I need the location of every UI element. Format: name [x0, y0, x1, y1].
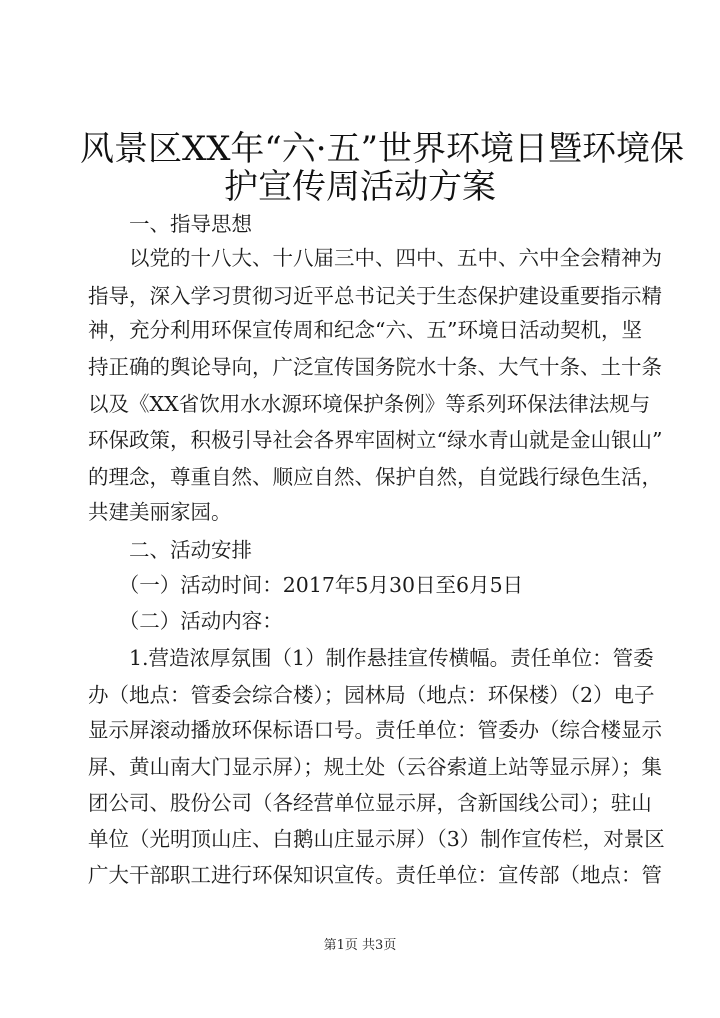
document-title-line-2: 护宣传周活动方案: [224, 167, 496, 207]
paragraph-line: 办（地点：管委会综合楼）；园林局（地点：环保楼）（2）电子: [88, 683, 655, 707]
paragraph-line: 指导，深入学习贯彻习近平总书记关于生态保护建设重要指示精: [88, 284, 662, 308]
paragraph-line: 共建美丽家园。: [88, 500, 232, 524]
paragraph-line: 神，充分利用环保宣传周和纪念“六、五”环境日活动契机，坚: [88, 318, 642, 342]
section-heading-guiding-thought: 一、指导思想: [88, 212, 252, 236]
paragraph-line: （二）活动内容：: [88, 609, 283, 633]
paragraph-line: （一）活动时间：2017年5月30日至6月5日: [88, 573, 524, 597]
page-number-footer: 第1页 共3页: [323, 938, 397, 953]
paragraph-line: 环保政策，积极引导社会各界牢固树立“绿水青山就是金山银山”: [88, 428, 663, 452]
paragraph-line: 显示屏滚动播放环保标语口号。责任单位：管委办（综合楼显示: [88, 718, 662, 742]
document-title-line-1: 风景区XX年“六·五”世界环境日暨环境保: [80, 129, 684, 169]
paragraph-line: 团公司、股份公司（各经营单位显示屏，含新国线公司）；驻山: [88, 791, 652, 815]
paragraph-line: 广大干部职工进行环保知识宣传。责任单位：宣传部（地点：管: [88, 863, 662, 887]
section-heading-activity-arrangement: 二、活动安排: [88, 538, 252, 562]
paragraph-line: 的理念，尊重自然、顺应自然、保护自然，自觉践行绿色生活，: [88, 465, 662, 489]
paragraph-line: 1.营造浓厚氛围（1）制作悬挂宣传横幅。责任单位：管委: [88, 646, 654, 670]
paragraph-line: 单位（光明顶山庄、白鹅山庄显示屏）（3）制作宣传栏，对景区: [88, 827, 665, 851]
paragraph-line: 以及《XX省饮用水水源环境保护条例》等系列环保法律法规与: [88, 392, 651, 416]
paragraph-line: 以党的十八大、十八届三中、四中、五中、六中全会精神为: [88, 246, 662, 270]
paragraph-line: 屏、黄山南大门显示屏）；规土处（云谷索道上站等显示屏）；集: [88, 755, 662, 779]
paragraph-line: 持正确的舆论导向，广泛宣传国务院水十条、大气十条、土十条: [88, 355, 662, 379]
